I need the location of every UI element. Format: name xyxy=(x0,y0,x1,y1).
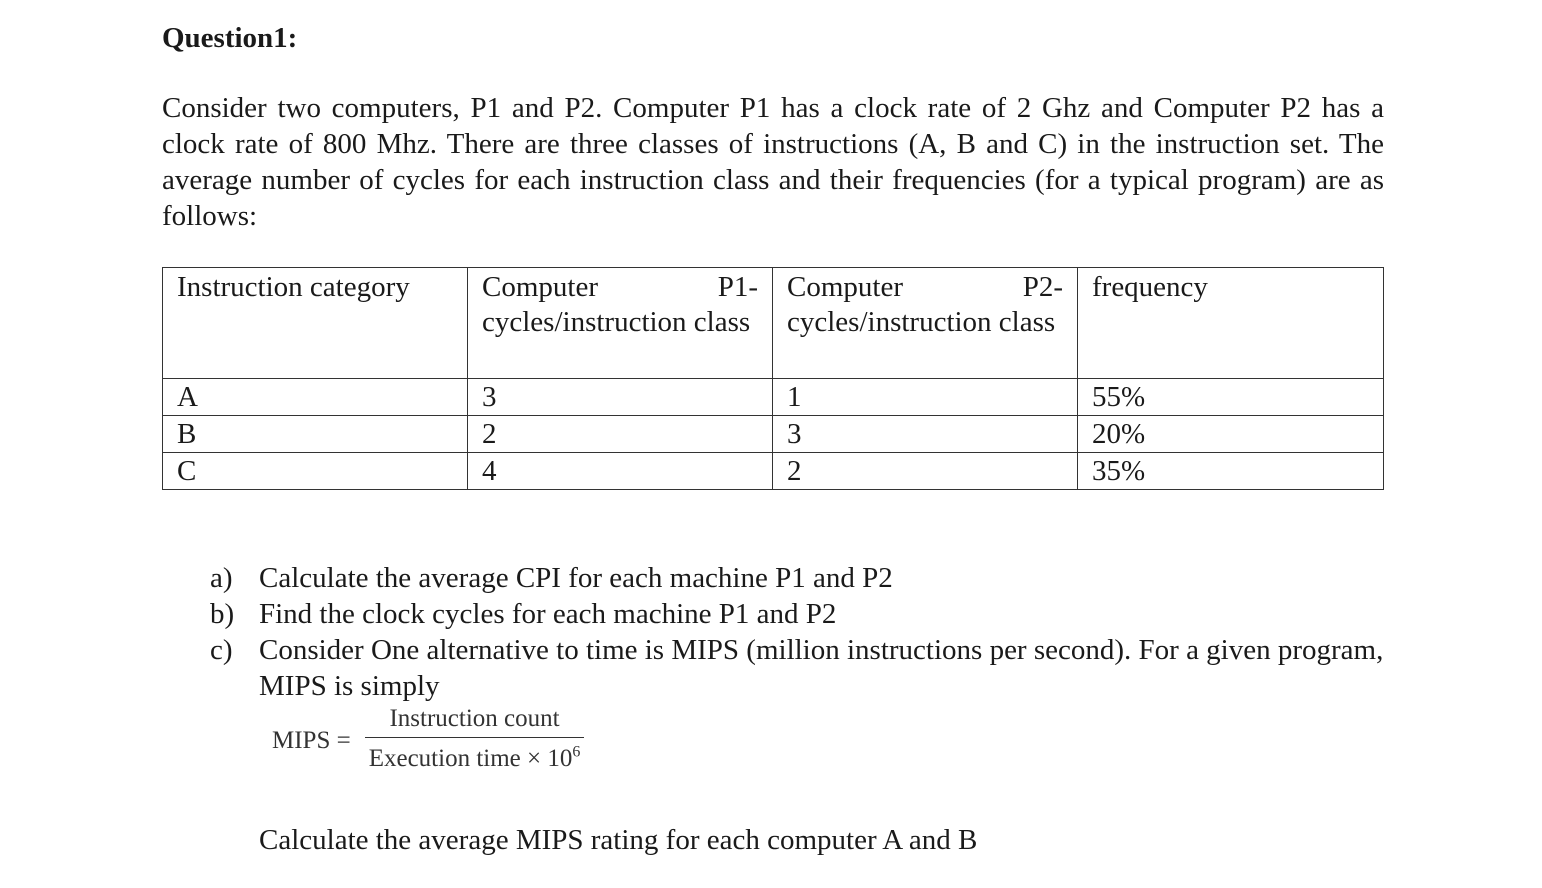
table-row xyxy=(163,453,1384,490)
formula-fraction xyxy=(365,705,585,774)
closing-instruction: Calculate the average MIPS rating for each computer A and B xyxy=(259,824,978,856)
header-p1-tag: P1- xyxy=(717,271,758,303)
formula-numerator: Instruction count xyxy=(389,705,560,732)
header-frequency xyxy=(1078,268,1384,379)
cell-p2: 2 xyxy=(773,453,1078,490)
table-header-row xyxy=(163,268,1384,379)
task-list xyxy=(210,560,1390,704)
task-text: Find the clock cycles for each machine P1 and P2 xyxy=(259,598,837,630)
table-row xyxy=(163,379,1384,416)
cell-p2: 3 xyxy=(773,416,1078,453)
header-p2-tag: P2- xyxy=(1022,271,1063,303)
cell-p2: 1 xyxy=(773,379,1078,416)
task-item-c xyxy=(210,632,1390,704)
formula-exponent: 6 xyxy=(572,743,581,761)
mips-formula xyxy=(272,705,584,774)
formula-denominator: Execution time × 10 xyxy=(368,745,573,772)
header-p1-rest: cycles/instruction class xyxy=(482,306,751,338)
task-text: Consider One alternative to time is MIPS (million instructions per second). For a given program, MIPS is simply xyxy=(259,634,1384,702)
task-item-a xyxy=(210,560,1390,596)
header-p2-lead: Computer xyxy=(787,271,903,303)
header-p2-rest: cycles/instruction class xyxy=(787,306,1056,338)
cell-category: B xyxy=(163,416,468,453)
cell-frequency: 55% xyxy=(1078,379,1384,416)
task-marker: b) xyxy=(210,598,235,630)
task-text: Calculate the average CPI for each machine P1 and P2 xyxy=(259,562,893,594)
cell-p1: 2 xyxy=(468,416,773,453)
formula-lhs: MIPS = xyxy=(272,726,351,754)
cell-p1: 3 xyxy=(468,379,773,416)
question-heading: Question1: xyxy=(162,22,298,54)
header-category-label: Instruction category xyxy=(177,271,410,303)
task-marker: a) xyxy=(210,562,233,594)
task-marker: c) xyxy=(210,634,233,666)
cell-frequency: 20% xyxy=(1078,416,1384,453)
header-frequency-label: frequency xyxy=(1092,271,1208,303)
formula-denominator-wrap xyxy=(365,738,585,774)
cell-category: A xyxy=(163,379,468,416)
header-category xyxy=(163,268,468,379)
header-p2-cycles xyxy=(773,268,1078,379)
cell-p1: 4 xyxy=(468,453,773,490)
header-p1-cycles xyxy=(468,268,773,379)
intro-paragraph: Consider two computers, P1 and P2. Computer P1 has a clock rate of 2 Ghz and Computer P2 has a clock rate of 800 Mhz. There are three classes of instructions (A, B and C) in the instruction set. The average number of cycles for each instruction class and their frequencies (for a typical program) are as follows: xyxy=(162,92,1384,232)
cell-frequency: 35% xyxy=(1078,453,1384,490)
cell-category: C xyxy=(163,453,468,490)
instruction-table xyxy=(162,267,1384,490)
task-item-b xyxy=(210,596,1390,632)
header-p1-lead: Computer xyxy=(482,271,598,303)
table-row xyxy=(163,416,1384,453)
